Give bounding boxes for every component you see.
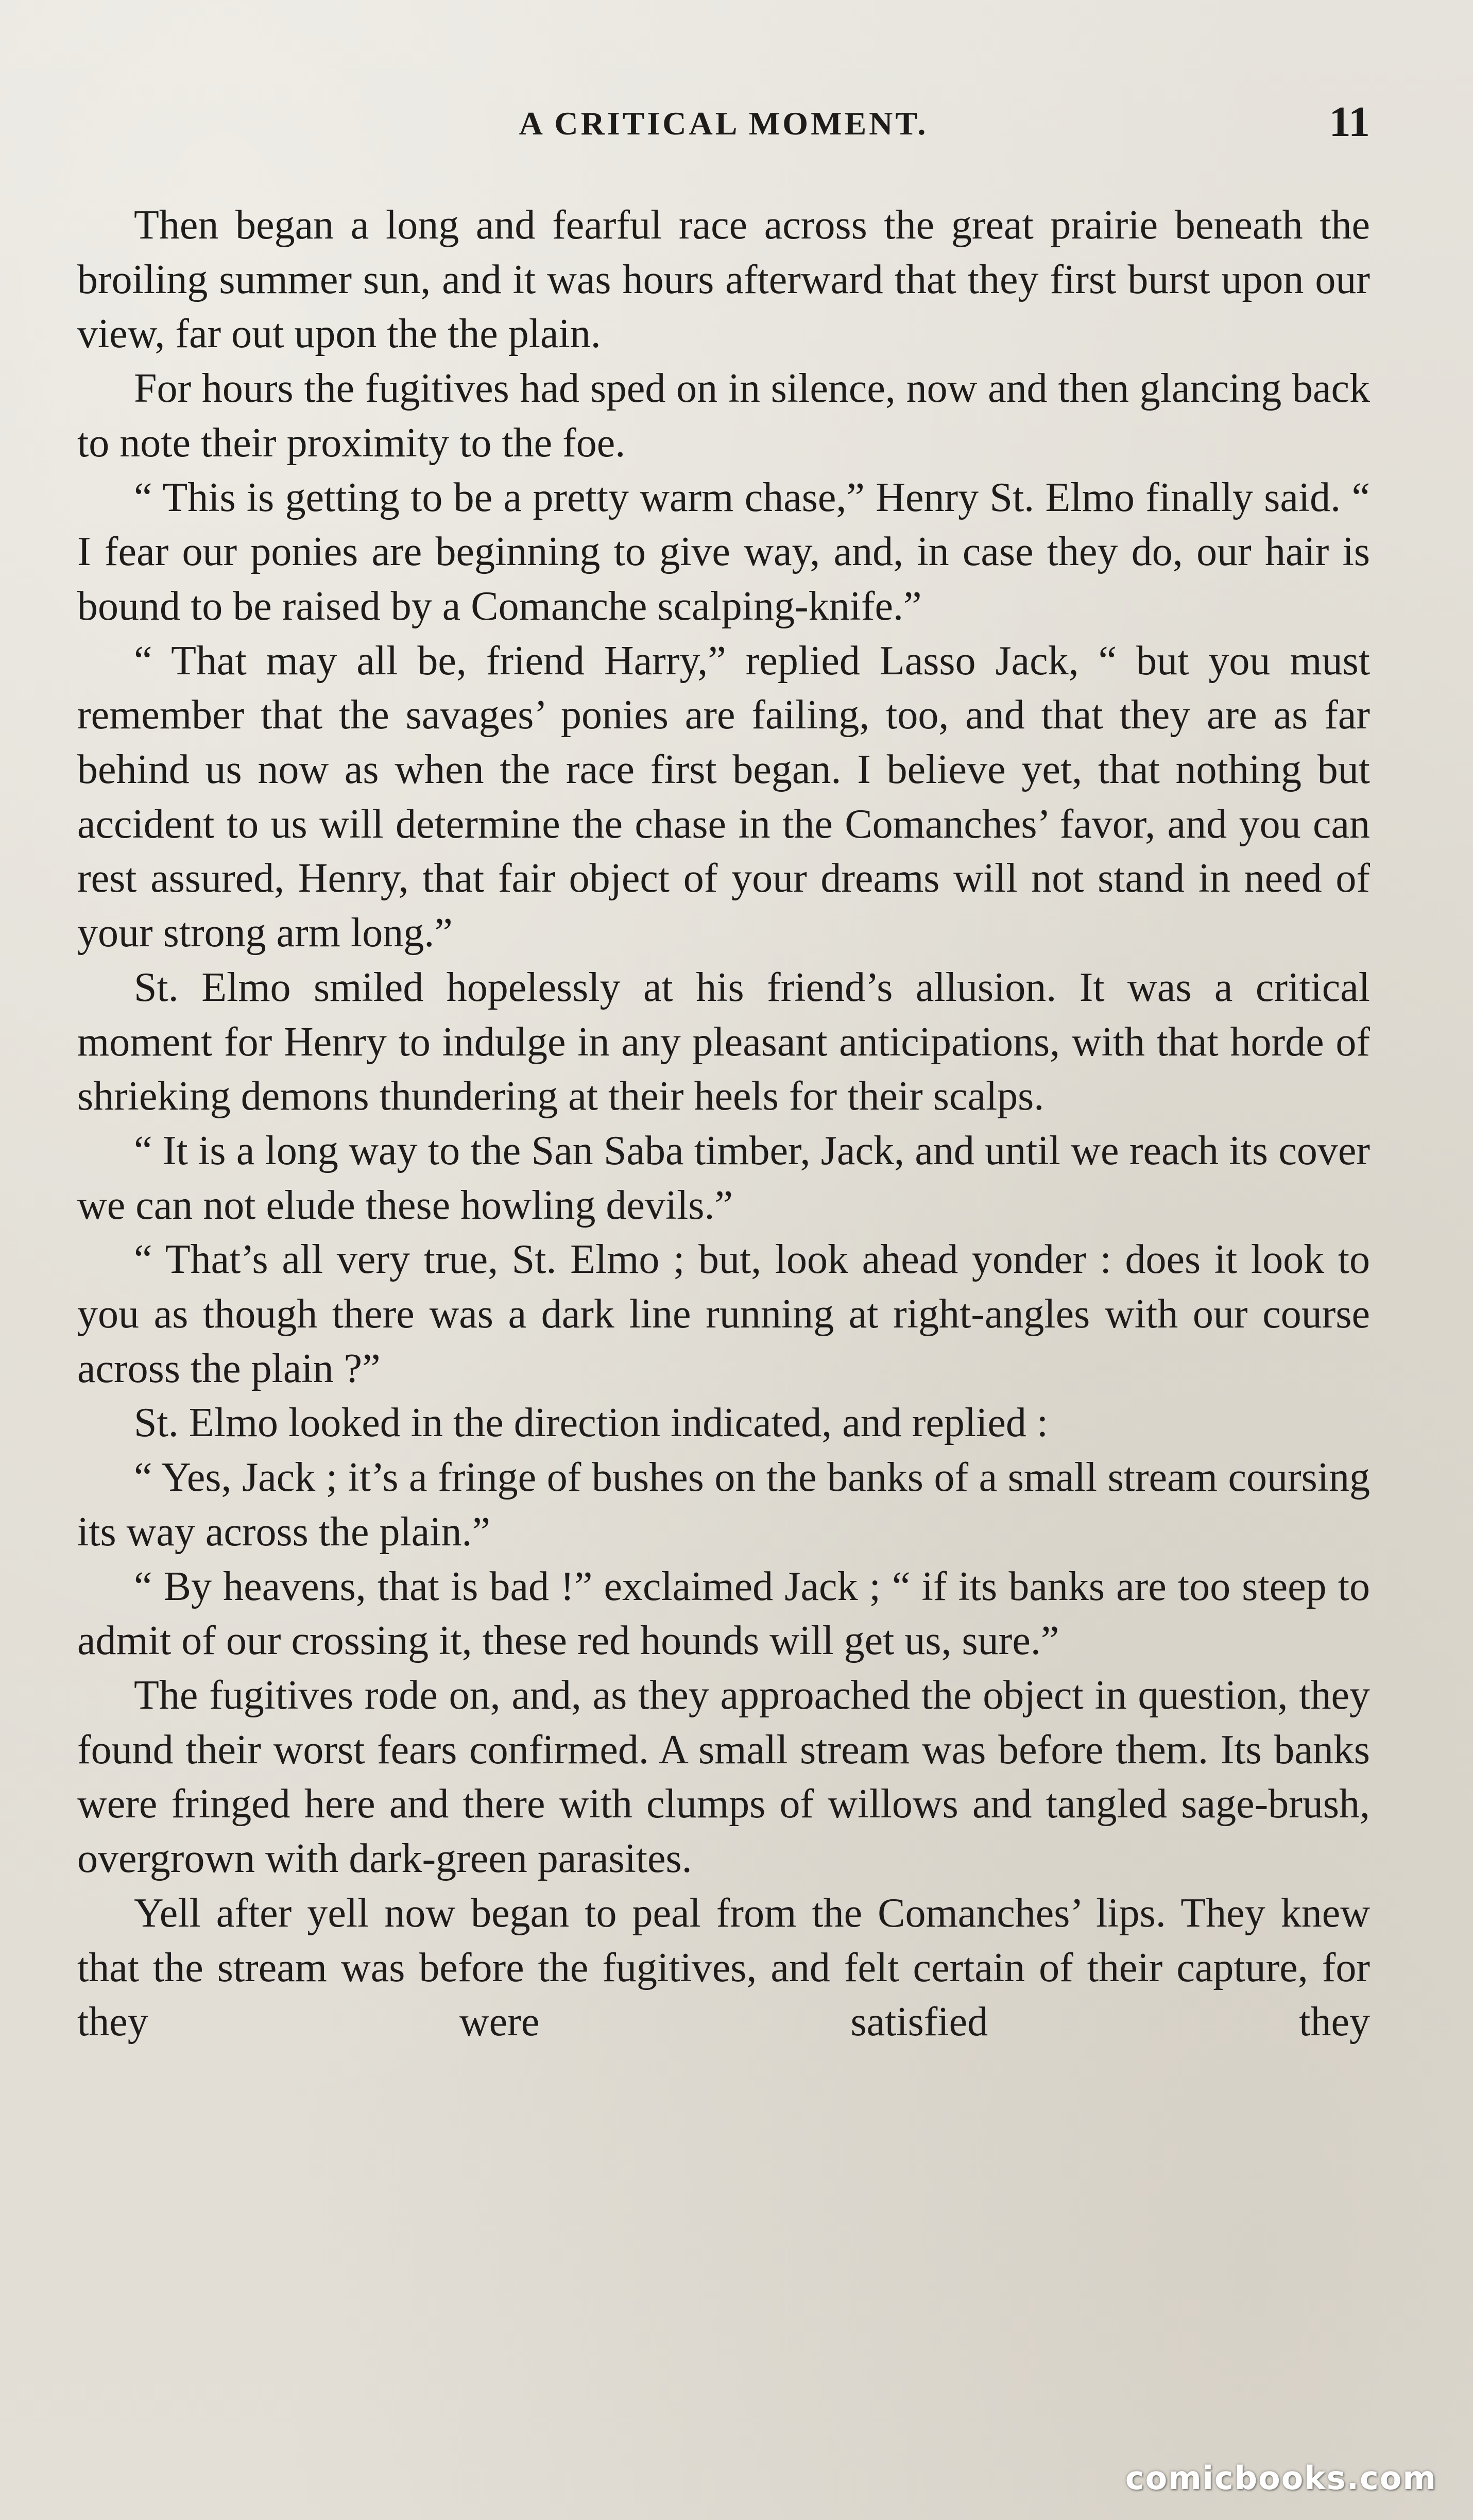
paragraph: “ This is getting to be a pretty warm chase,” Henry St. Elmo finally said. “ I fear our ponies are beginning to give way, and, in case they do, our hair is bound to be raised by a Comanche scalping-knife.” — [77, 474, 1370, 629]
page-number: 11 — [1329, 98, 1370, 146]
body-text — [77, 198, 1370, 2050]
paragraph: “ That may all be, friend Harry,” replied Lasso Jack, “ but you must remember that the savages’ ponies are failing, too, and that they are as far behind us now as when the race first began. I believe yet, that nothing but accident to us will determine the chase in the Comanches’ favor, and you can rest assured, Henry, that fair object of your dreams will not stand in need of your strong arm long.” — [77, 638, 1370, 956]
paragraph: St. Elmo smiled hopelessly at his friend’s allusion. It was a critical moment for Henry to indulge in any pleasant anticipations, with that horde of shrieking demons thundering at their heels for their scalps. — [77, 964, 1370, 1119]
paragraph: “ That’s all very true, St. Elmo ; but, look ahead yonder : does it look to you as though there was a dark line running at right-angles with our course across the plain ?” — [77, 1237, 1370, 1391]
paragraph: Yell after yell now began to peal from the Comanches’ lips. They knew that the stream was before the fugitives, and felt certain of their capture, for they were satisfied they — [77, 1890, 1370, 2045]
paragraph: “ It is a long way to the San Saba timber, Jack, and until we reach its cover we can not elude these howling devils.” — [77, 1128, 1370, 1228]
running-title: A CRITICAL MOMENT. — [519, 105, 929, 142]
paragraph: St. Elmo looked in the direction indicated, and replied : — [134, 1400, 1049, 1446]
paragraph: For hours the fugitives had sped on in silence, now and then glancing back to note their proximity to the foe. — [77, 366, 1370, 466]
paragraph: “ Yes, Jack ; it’s a fringe of bushes on the banks of a small stream coursing its way across the plain.” — [77, 1455, 1370, 1555]
page-header — [77, 98, 1370, 155]
paragraph: “ By heavens, that is bad !” exclaimed Jack ; “ if its banks are too steep to admit of our crossing it, these red hounds will get us, sure.” — [77, 1563, 1370, 1664]
paragraph: The fugitives rode on, and, as they approached the object in question, they found their worst fears confirmed. A small stream was before them. Its banks were fringed here and there with clumps of willows and tangled sage-brush, overgrown with dark-green parasites. — [77, 1672, 1370, 1882]
watermark: comicbooks.com — [1125, 2459, 1437, 2497]
paragraph: Then began a long and fearful race across the great prairie beneath the broiling summer sun, and it was hours afterward that they first burst upon our view, far out upon the the plain. — [77, 202, 1370, 357]
